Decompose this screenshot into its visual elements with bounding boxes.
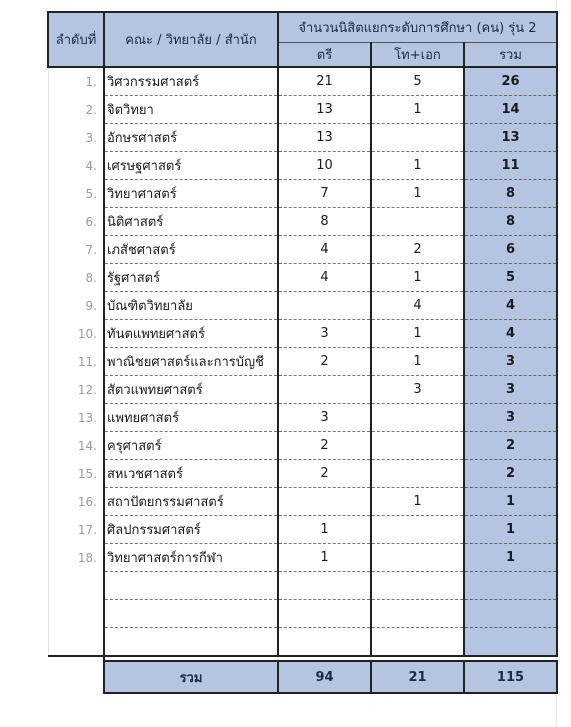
table-body xyxy=(48,67,557,693)
total-count-cell[interactable]: 4 xyxy=(464,320,557,348)
col-header-faculty: คณะ / วิทยาลัย / สำนัก xyxy=(104,12,278,67)
total-count-cell[interactable]: 4 xyxy=(464,292,557,320)
row-index-cell[interactable]: 18. xyxy=(48,544,104,572)
faculty-cell[interactable]: วิทยาศาสตร์การกีฬา xyxy=(104,544,278,572)
faculty-cell[interactable]: ครุศาสตร์ xyxy=(104,432,278,460)
graduate-count-cell[interactable] xyxy=(371,628,464,657)
faculty-cell[interactable]: บัณฑิตวิทยาลัย xyxy=(104,292,278,320)
bachelor-count-cell[interactable]: 2 xyxy=(278,460,371,488)
total-count-cell[interactable]: 2 xyxy=(464,460,557,488)
row-index-cell[interactable]: 15. xyxy=(48,460,104,488)
row-index-cell[interactable] xyxy=(48,628,104,657)
table-row xyxy=(48,208,557,236)
total-count-cell[interactable] xyxy=(464,628,557,657)
row-index-cell[interactable] xyxy=(48,600,104,628)
graduate-count-cell[interactable]: 1 xyxy=(371,488,464,516)
faculty-cell[interactable]: อักษรศาสตร์ xyxy=(104,124,278,152)
bachelor-count-cell[interactable]: 4 xyxy=(278,264,371,292)
total-count-cell[interactable]: 11 xyxy=(464,152,557,180)
row-index-cell[interactable]: 9. xyxy=(48,292,104,320)
col-header-total: รวม xyxy=(464,42,557,67)
graduate-count-cell[interactable] xyxy=(371,432,464,460)
total-count-cell[interactable]: 1 xyxy=(464,544,557,572)
bachelor-count-cell[interactable]: 3 xyxy=(278,404,371,432)
row-index-cell[interactable]: 2. xyxy=(48,96,104,124)
bachelor-count-cell[interactable] xyxy=(278,488,371,516)
table-row xyxy=(48,488,557,516)
faculty-cell[interactable]: สัตวแพทยศาสตร์ xyxy=(104,376,278,404)
bachelor-count-cell[interactable]: 2 xyxy=(278,348,371,376)
graduate-count-cell[interactable] xyxy=(371,208,464,236)
empty-row xyxy=(48,572,557,600)
table-row xyxy=(48,404,557,432)
table-row xyxy=(48,320,557,348)
table-row xyxy=(48,460,557,488)
col-header-graduate: โท+เอก xyxy=(371,42,464,67)
bachelor-count-cell[interactable] xyxy=(278,572,371,600)
bachelor-count-cell[interactable]: 1 xyxy=(278,516,371,544)
graduate-count-cell[interactable] xyxy=(371,460,464,488)
graduate-count-cell[interactable]: 1 xyxy=(371,180,464,208)
row-index-cell[interactable]: 17. xyxy=(48,516,104,544)
table-row xyxy=(48,152,557,180)
faculty-cell[interactable]: แพทยศาสตร์ xyxy=(104,404,278,432)
col-header-group-title: จำนวนนิสิตแยกระดับการศึกษา (คน) รุ่น 2 xyxy=(278,12,557,42)
table-row xyxy=(48,292,557,320)
faculty-cell[interactable]: สถาปัตยกรรมศาสตร์ xyxy=(104,488,278,516)
graduate-count-cell[interactable]: 2 xyxy=(371,236,464,264)
row-index-cell[interactable]: 13. xyxy=(48,404,104,432)
summary-graduate-cell[interactable]: 21 xyxy=(371,661,464,693)
table-row xyxy=(48,516,557,544)
graduate-count-cell[interactable]: 4 xyxy=(371,292,464,320)
students-table xyxy=(47,11,558,694)
bachelor-count-cell[interactable]: 3 xyxy=(278,320,371,348)
faculty-cell[interactable]: ทันตแพทยศาสตร์ xyxy=(104,320,278,348)
graduate-count-cell[interactable]: 3 xyxy=(371,376,464,404)
row-index-cell[interactable]: 10. xyxy=(48,320,104,348)
faculty-cell[interactable]: ศิลปกรรมศาสตร์ xyxy=(104,516,278,544)
faculty-cell[interactable] xyxy=(104,572,278,600)
table-row xyxy=(48,96,557,124)
total-count-cell[interactable]: 3 xyxy=(464,404,557,432)
faculty-cell[interactable]: วิศวกรรมศาสตร์ xyxy=(104,67,278,96)
table-row xyxy=(48,376,557,404)
graduate-count-cell[interactable] xyxy=(371,404,464,432)
graduate-count-cell[interactable] xyxy=(371,572,464,600)
bachelor-count-cell[interactable] xyxy=(278,600,371,628)
bachelor-count-cell[interactable]: 13 xyxy=(278,96,371,124)
table-row xyxy=(48,236,557,264)
table-row xyxy=(48,544,557,572)
total-count-cell[interactable]: 8 xyxy=(464,180,557,208)
total-count-cell[interactable]: 1 xyxy=(464,516,557,544)
graduate-count-cell[interactable] xyxy=(371,544,464,572)
row-index-cell[interactable]: 14. xyxy=(48,432,104,460)
summary-index-cell xyxy=(48,661,104,693)
faculty-cell[interactable] xyxy=(104,628,278,657)
bachelor-count-cell[interactable]: 4 xyxy=(278,236,371,264)
summary-total-cell[interactable]: 115 xyxy=(464,661,557,693)
summary-row xyxy=(48,661,557,693)
total-count-cell[interactable]: 14 xyxy=(464,96,557,124)
row-index-cell[interactable]: 8. xyxy=(48,264,104,292)
faculty-cell[interactable]: วิทยาศาสตร์ xyxy=(104,180,278,208)
graduate-count-cell[interactable]: 1 xyxy=(371,96,464,124)
table-row xyxy=(48,348,557,376)
total-count-cell[interactable]: 1 xyxy=(464,488,557,516)
faculty-cell[interactable]: รัฐศาสตร์ xyxy=(104,264,278,292)
row-index-cell[interactable]: 5. xyxy=(48,180,104,208)
row-index-cell[interactable] xyxy=(48,572,104,600)
table-row xyxy=(48,180,557,208)
bachelor-count-cell[interactable] xyxy=(278,628,371,657)
row-index-cell[interactable]: 7. xyxy=(48,236,104,264)
col-header-bachelor: ตรี xyxy=(278,42,371,67)
faculty-cell[interactable]: เศรษฐศาสตร์ xyxy=(104,152,278,180)
faculty-cell[interactable]: สหเวชศาสตร์ xyxy=(104,460,278,488)
total-count-cell[interactable]: 3 xyxy=(464,348,557,376)
graduate-count-cell[interactable] xyxy=(371,600,464,628)
row-index-cell[interactable]: 4. xyxy=(48,152,104,180)
graduate-count-cell[interactable]: 1 xyxy=(371,152,464,180)
table-row xyxy=(48,124,557,152)
graduate-count-cell[interactable]: 5 xyxy=(371,67,464,96)
bachelor-count-cell[interactable] xyxy=(278,292,371,320)
table-row xyxy=(48,67,557,96)
row-index-cell[interactable]: 6. xyxy=(48,208,104,236)
col-header-index: ลำดับที่ xyxy=(48,12,104,67)
total-count-cell[interactable]: 26 xyxy=(464,67,557,96)
summary-label-cell[interactable]: รวม xyxy=(104,661,278,693)
total-count-cell[interactable]: 6 xyxy=(464,236,557,264)
empty-row xyxy=(48,600,557,628)
graduate-count-cell[interactable]: 1 xyxy=(371,264,464,292)
graduate-count-cell[interactable]: 1 xyxy=(371,348,464,376)
total-count-cell[interactable]: 3 xyxy=(464,376,557,404)
bachelor-count-cell[interactable]: 10 xyxy=(278,152,371,180)
row-index-cell[interactable]: 1. xyxy=(48,67,104,96)
bachelor-count-cell[interactable]: 13 xyxy=(278,124,371,152)
total-count-cell[interactable]: 8 xyxy=(464,208,557,236)
bachelor-count-cell[interactable]: 1 xyxy=(278,544,371,572)
graduate-count-cell[interactable] xyxy=(371,516,464,544)
total-count-cell[interactable] xyxy=(464,572,557,600)
faculty-cell[interactable]: จิตวิทยา xyxy=(104,96,278,124)
bachelor-count-cell[interactable]: 2 xyxy=(278,432,371,460)
row-index-cell[interactable]: 16. xyxy=(48,488,104,516)
empty-row xyxy=(48,628,557,657)
summary-bachelor-cell[interactable]: 94 xyxy=(278,661,371,693)
total-count-cell[interactable]: 5 xyxy=(464,264,557,292)
row-index-cell[interactable]: 3. xyxy=(48,124,104,152)
graduate-count-cell[interactable]: 1 xyxy=(371,320,464,348)
table-row xyxy=(48,432,557,460)
faculty-cell[interactable]: พาณิชยศาสตร์และการบัญชี xyxy=(104,348,278,376)
total-count-cell[interactable]: 13 xyxy=(464,124,557,152)
row-index-cell[interactable]: 12. xyxy=(48,376,104,404)
faculty-cell[interactable]: นิติศาสตร์ xyxy=(104,208,278,236)
graduate-count-cell[interactable] xyxy=(371,124,464,152)
bachelor-count-cell[interactable]: 7 xyxy=(278,180,371,208)
table-row xyxy=(48,264,557,292)
total-count-cell[interactable]: 2 xyxy=(464,432,557,460)
faculty-cell[interactable]: เภสัชศาสตร์ xyxy=(104,236,278,264)
bachelor-count-cell[interactable]: 8 xyxy=(278,208,371,236)
total-count-cell[interactable] xyxy=(464,600,557,628)
bachelor-count-cell[interactable]: 21 xyxy=(278,67,371,96)
faculty-cell[interactable] xyxy=(104,600,278,628)
row-index-cell[interactable]: 11. xyxy=(48,348,104,376)
bachelor-count-cell[interactable] xyxy=(278,376,371,404)
